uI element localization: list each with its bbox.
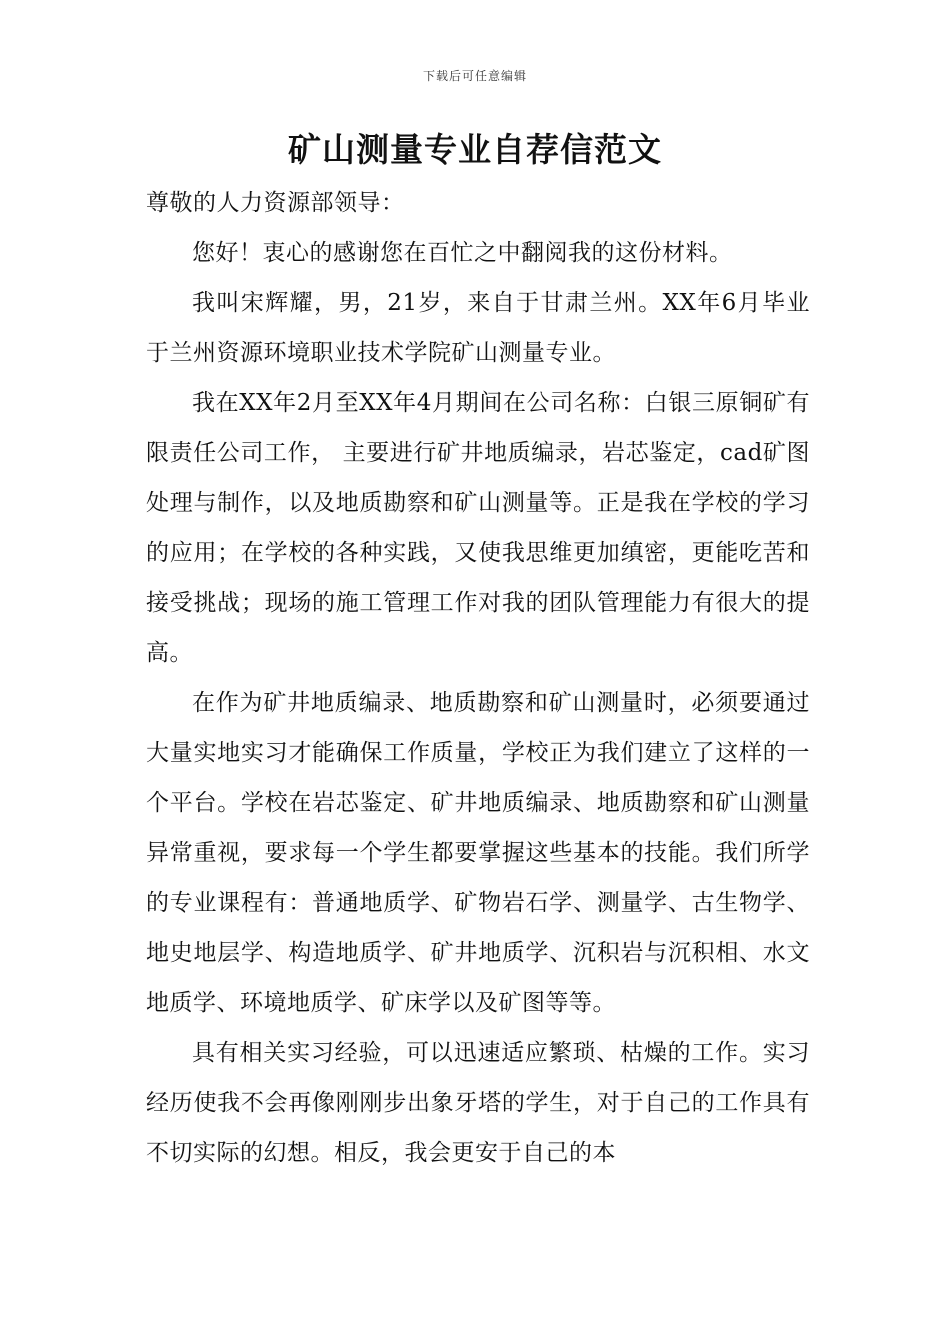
paragraph-introduction: 我叫宋辉耀，男，21岁，来自于甘肃兰州。XX年6月毕业于兰州资源环境职业技术学院矿山测量专业。 xyxy=(146,290,810,366)
paragraph-greeting: 您好！衷心的感谢您在百忙之中翻阅我的这份材料。 xyxy=(192,240,733,266)
salutation: 尊敬的人力资源部领导： xyxy=(146,190,405,216)
page-title: 矿山测量专业自荐信范文 xyxy=(288,130,662,169)
paragraph-education: 在作为矿井地质编录、地质勘察和矿山测量时，必须要通过大量实地实习才能确保工作质量，学校正为我们建立了这样的一个平台。学校在岩芯鉴定、矿井地质编录、地质勘察和矿山测量异常重视，要求每一个学生都要掌握这些基本的技能。我们所学的专业课程有：普通地质学、矿物岩石学、测量学、古生物学、地史地层学、构造地质学、矿井地质学、沉积岩与沉积相、水文地质学、环境地质学、矿床学以及矿图等等。 xyxy=(146,690,810,1016)
header-note: 下载后可任意编辑 xyxy=(422,69,527,83)
paragraph-internship: 具有相关实习经验，可以迅速适应繁琐、枯燥的工作。实习经历使我不会再像刚刚步出象牙塔的学生，对于自己的工作具有不切实际的幻想。相反，我会更安于自己的本 xyxy=(146,1040,810,1166)
letter-body xyxy=(146,178,810,1178)
paragraph-work-experience: 我在XX年2月至XX年4月期间在公司名称：白银三原铜矿有限责任公司工作， 主要进行矿井地质编录，岩芯鉴定，cad矿图处理与制作，以及地质勘察和矿山测量等。正是我在学校的学习的应用；在学校的各种实践，又使我思维更加缜密，更能吃苦和接受挑战；现场的施工管理工作对我的团队管理能力有很大的提高。 xyxy=(146,390,810,666)
